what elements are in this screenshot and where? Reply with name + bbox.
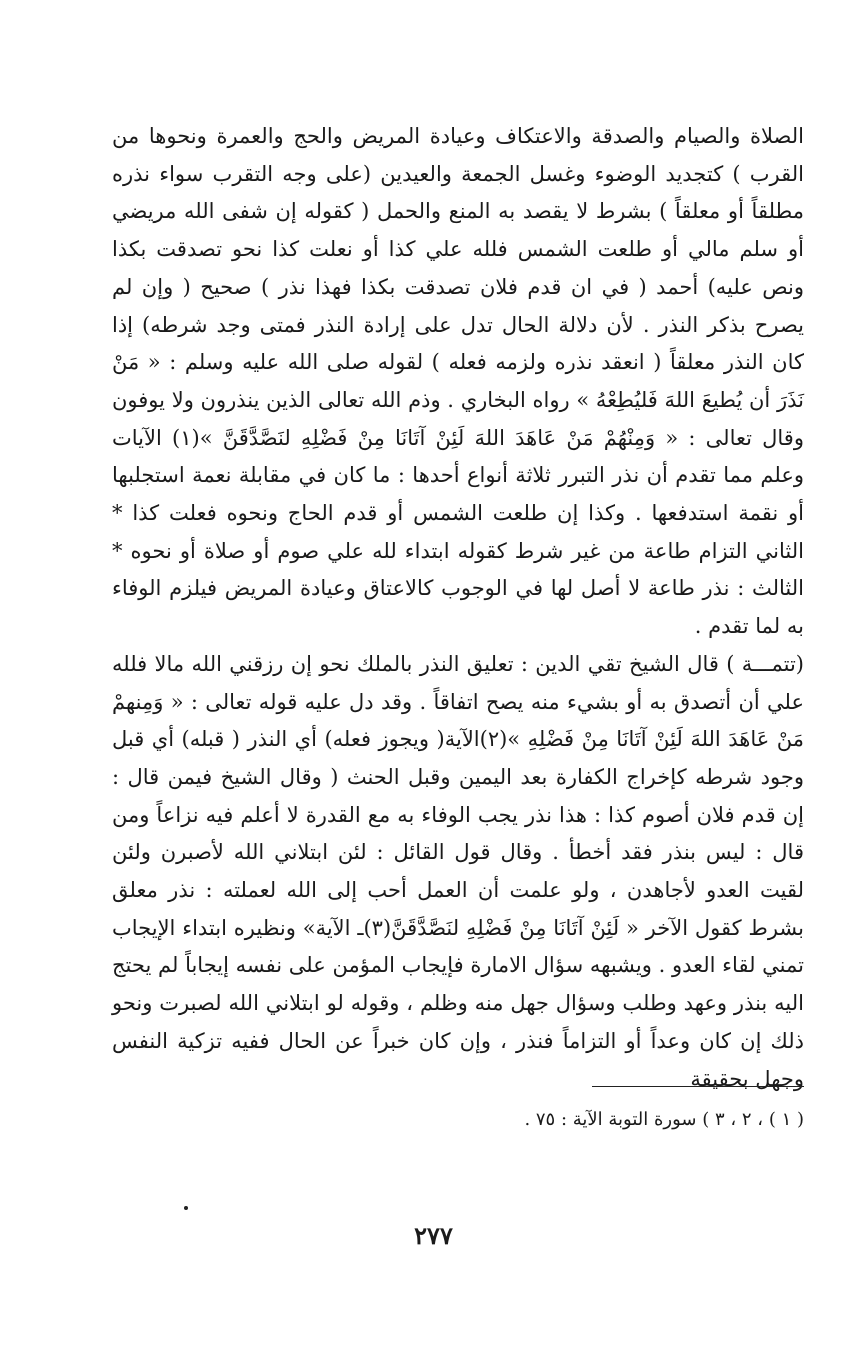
footnote-divider bbox=[592, 1086, 804, 1087]
page-number: ٢٧٧ bbox=[414, 1221, 453, 1250]
ink-dot bbox=[184, 1206, 188, 1210]
paragraph-1: الصلاة والصيام والصدقة والاعتكاف وعيادة المريض والحج والعمرة ونحوها من القرب ) كتجديد الوضوء وغسل الجمعة والعيدين (على وجه التقرب سواء نذره مطلقاً أو معلقاً ) بشرط لا يقصد به المنع والحمل ( كقوله إن شفى الله مريضي أو سلم مالي أو طلعت الشمس فلله علي كذا أو نعلت كذا نحو تصدقت بكذا ونص عليه) أحمد ( في ان قدم فلان تصدقت بكذا فهذا نذر ) صحيح ( وإن لم يصرح بذكر النذر . لأن دلالة الحال تدل على إرادة النذر فمتى وجد شرطه) إذا كان النذر معلقاً ( انعقد نذره ولزمه فعله ) لقوله صلى الله عليه وسلم : « مَنْ نَذَرَ أن يُطيعَ اللهَ فَليُطِعْهُ » رواه البخاري . وذم الله تعالى الذين ينذرون ولا يوفون وقال تعالى : « وَمِنْهُمْ مَنْ عَاهَدَ اللهَ لَئِنْ آتَانَا مِنْ فَضْلِهِ لنَصَّدَّقَنَّ »(١) الآيات وعلم مما تقدم أن نذر التبرر ثلاثة أنواع أحدها : ما كان في مقابلة نعمة استجلبها أو نقمة استدفعها . وكذا إن طلعت الشمس أو قدم الحاج ونحوه فعلت كذا * الثاني التزام طاعة من غير شرط كقوله ابتداء لله علي صوم أو صلاة أو نحوه * الثالث : نذر طاعة لا أصل لها في الوجوب كالاعتاق وعيادة المريض فيلزم الوفاء به لما تقدم . bbox=[112, 124, 804, 639]
paragraph-2: (تتمـــة ) قال الشيخ تقي الدين : تعليق النذر بالملك نحو إن رزقني الله مالا فلله علي أن أتصدق به أو بشيء منه يصح اتفاقاً . وقد دل عليه قوله تعالى : « وَمِنهمْ مَنْ عَاهَدَ اللهَ لَئِنْ آتَانَا مِنْ فَضْلِهِ »(٢)الآية( ويجوز فعله) أي النذر ( قبله) أي قبل وجود شرطه كإخراج الكفارة بعد اليمين وقبل الحنث ( وقال الشيخ فيمن قال : إن قدم فلان أصوم كذا : هذا نذر يجب الوفاء به مع القدرة لا أعلم فيه نزاعاً ومن قال : ليس بنذر فقد أخطأ . وقال قول القائل : لئن ابتلاني الله لأصبرن ولئن لقيت العدو لأجاهدن ، ولو علمت أن العمل أحب إلى الله لعملته : نذر معلق بشرط كقول الآخر « لَئِنْ آتَانَا مِنْ فَضْلِهِ لنَصَّدَّقَنَّ(٣)ـ الآية» ونظيره ابتداء الإيجاب تمني لقاء العدو . ويشبهه سؤال الامارة فإيجاب المؤمن على نفسه إيجاباً لم يحتج اليه بنذر وعهد وطلب وسؤال جهل منه وظلم ، وقوله لو ابتلاني الله لصبرت ونحو ذلك إن كان وعداً أو التزاماً فنذر ، وإن كان خبراً عن الحال ففيه تزكية النفس وجهل بحقيقة bbox=[112, 651, 805, 1091]
main-text bbox=[112, 118, 804, 1098]
footnote: ( ١ ) ، ٢ ، ٣ ) سورة التوبة الآية : ٧٥ . bbox=[524, 1109, 804, 1130]
